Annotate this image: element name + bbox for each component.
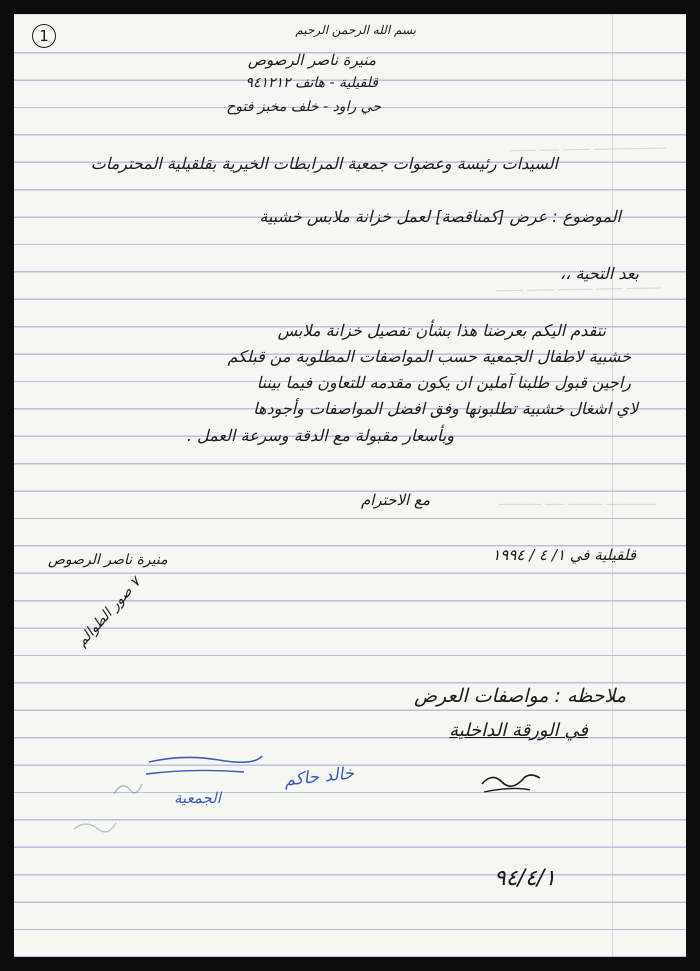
side-note: ٧ صور الطوالم [74,574,144,650]
signature-scribble [74,823,116,832]
subject-line: الموضوع : عرض [كمناقصة] لعمل خزانة ملابس خشبية [259,207,621,226]
sender-name: منيرة ناصر الرصوص [247,51,376,69]
note-line-2: في الورقة الداخلية [449,720,588,741]
sender-contact: قلقيلية - هاتف ٩٤١٢١٢ [245,75,378,91]
closing: مع الاحترام [360,491,430,509]
signature-scribble [146,770,244,774]
signature: خالد حاكم [283,763,356,791]
signature-scribbles [14,14,686,957]
basmala: بسم الله الرحمن الرحيم [295,23,416,37]
letter-sheet [14,14,686,957]
body-line: وبأسعار مقبولة مع الدقة وسرعة العمل . [186,426,454,445]
footer-date: ٩٤/٤/١ [493,866,556,891]
signature-scribble [114,784,142,794]
recipient-line: السيدات رئيسة وعضوات جمعية المرابطات الخيرية بقلقيلية المحترمات [90,154,558,173]
bleed-through-text: ـــــــــ ـــــــ ـــــــــ ـــــــ ـــــــ [495,277,662,296]
sender-address: حي راود - خلف مخبز فتوح [226,99,381,115]
body-line: راجين قبول طلبنا آملين ان يكون مقدمه للتعاون فيما بيننا [256,373,631,392]
bleed-through-text: ـــــــــــــــــــ ـــــــ ـــــ ـــــــ [508,137,667,156]
signature: الجمعية [174,789,221,807]
signature-scribble [149,756,262,762]
bleed-through-text: ـــــــــــــ ـــــــــ ـــــ ـــــــــــ [498,494,656,509]
body-line: نتقدم اليكم بعرضنا هذا بشأن تفصيل خزانة ملابس [277,321,606,340]
date-place: قلقيلية في ١/ ٤ / ١٩٩٤ [492,546,636,564]
note-line-1: ملاحظه : مواصفات العرض [414,685,626,707]
body-line: خشبية لاطفال الجمعية حسب المواصفات المطلوبة من قبلكم [227,347,631,366]
body-line: لاي اشغال خشبية تطلبونها وفق افضل المواصفات وأجودها [253,399,638,418]
signature-scribble [484,788,530,792]
signature-name: منيرة ناصر الرصوص [48,552,168,568]
page-number: 1 [32,24,56,48]
greeting: بعد التحية ،، [560,264,639,283]
signature-scribble [482,775,540,786]
